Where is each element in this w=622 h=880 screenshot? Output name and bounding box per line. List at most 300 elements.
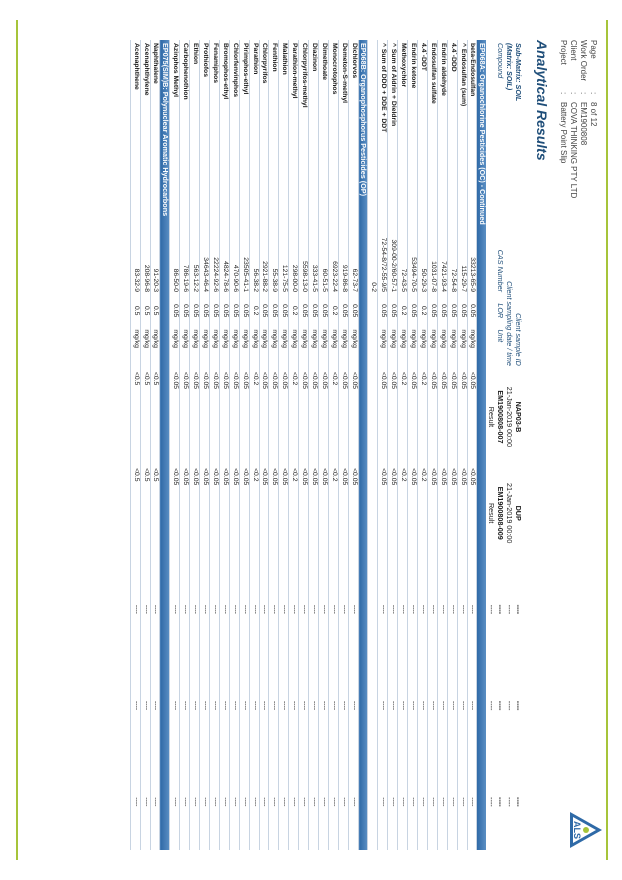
empty-result: ---- [229,754,239,850]
compound-name: Dichlorvos [348,40,358,208]
empty-result: ---- [467,561,477,657]
result-sample-1: <0.05 [447,369,457,465]
result-label: ---- [487,604,497,615]
compound-name: Monocrotophos [328,40,338,208]
lor-value: 0.05 [219,295,229,326]
table-row [328,40,338,850]
empty-result: ---- [388,657,398,753]
table-row [457,40,467,850]
lor-value: 0.05 [309,295,319,326]
result-sample-2: <0.05 [427,465,437,561]
result-sample-1: <0.2 [418,369,428,465]
result-sample-2: <0.2 [328,465,338,561]
unit-value: mg/kg [249,326,259,369]
lor-value: 0.05 [239,295,249,326]
cas-number: 6923-22-4 [328,208,338,295]
empty-result: ---- [140,657,150,753]
result-sample-2: <0.05 [190,465,200,561]
empty-result: ---- [378,561,388,657]
unit-value: mg/kg [219,326,229,369]
cas-number: 121-75-5 [279,208,289,295]
empty-result: ---- [348,561,358,657]
lor-value: 0.2 [398,295,408,326]
unit-value: mg/kg [180,326,190,369]
empty-result: ---- [150,754,160,850]
lor-value: 0.05 [467,295,477,326]
matrix-label: (Matrix: SOIL) [505,43,515,91]
empty-result: ---- [239,754,249,850]
lor-value: 0.05 [408,295,418,326]
table-row [210,40,220,850]
empty-result: ---- [378,754,388,850]
empty-result: ---- [239,657,249,753]
cas-number: 22224-92-6 [210,208,220,295]
result-sample-2: <0.05 [408,465,418,561]
svg-text:ALS: ALS [572,821,582,839]
sample-date: ---- [505,604,515,615]
header-result-row [486,40,495,850]
empty-result: ---- [279,754,289,850]
sample-date: 21-Jan-2019 00:00 [505,386,515,448]
table-row [427,40,437,850]
result-sample-1: <0.05 [388,369,398,465]
result-label: Result [487,406,497,428]
compound-name: Carbophenothion [180,40,190,208]
result-sample-2: <0.2 [418,465,428,561]
empty-result: ---- [249,754,259,850]
lor-value: 0.05 [190,295,200,326]
sample-id: DUP [514,505,523,521]
sample-id: ---- [514,700,523,711]
empty-result: ---- [457,561,467,657]
empty-result: ---- [427,754,437,850]
compound-name: Endosulfan sulfate [427,40,437,208]
meta-work-order: Work Order : EM1900808 [579,40,588,146]
sample-date: 21-Jan-2019 00:00 [505,483,515,544]
unit-value: mg/kg [408,326,418,369]
client-sample-id-label: Client sample ID [514,313,523,366]
empty-result: ---- [150,657,160,753]
cas-number: 1031-07-8 [427,208,437,295]
compound-name: Ethion [190,40,200,208]
compound-name: Diazinon [309,40,319,208]
result-sample-1: <0.05 [299,369,309,465]
lor-value: 0.05 [348,295,358,326]
table-row [200,40,210,850]
unit-value: mg/kg [170,326,180,369]
cas-number: 298-00-0 [289,208,299,295]
table-row [388,40,398,850]
empty-result: ---- [309,754,319,850]
table-row [338,40,348,850]
section-title: EP068A: Organochlorine Pesticides (OC) - Continued [477,40,486,850]
sampling-date-label: Client sampling date / time [505,281,515,366]
empty-result: ---- [388,754,398,850]
empty-result: ---- [309,561,319,657]
empty-result: ---- [140,754,150,850]
table-row [150,40,160,850]
empty-result: ---- [447,657,457,753]
empty-result: ---- [289,561,299,657]
result-sample-1: <0.05 [229,369,239,465]
empty-result: ---- [408,561,418,657]
lor-value: 0.2 [289,295,299,326]
table-row [249,40,259,850]
empty-result: ---- [408,754,418,850]
empty-result: ---- [418,657,428,753]
table-row [229,40,239,850]
lor-value: 0.5 [140,295,150,326]
cas-number: 470-90-6 [229,208,239,295]
lor-value: 0.05 [437,295,447,326]
unit-value: mg/kg [309,326,319,369]
result-sample-2: <0.05 [210,465,220,561]
empty-result: ---- [210,754,220,850]
result-sample-1: <0.5 [150,369,160,465]
lor-value: 0.05 [269,295,279,326]
lor-value: 0.2 [328,295,338,326]
cas-number: 50-29-3 [418,208,428,295]
result-sample-1: <0.05 [437,369,447,465]
unit-value: mg/kg [467,326,477,369]
unit-value: mg/kg [328,326,338,369]
empty-result: ---- [418,754,428,850]
table-row [269,40,279,850]
top-rule [606,20,608,860]
lor-value: 0.05 [318,295,328,326]
sub-matrix-label: Sub-Matrix: SOIL [514,43,523,102]
empty-result: ---- [437,754,447,850]
result-sample-1: <0.05 [457,369,467,465]
empty-result: ---- [378,657,388,753]
empty-result: ---- [318,657,328,753]
lor-value: 0.5 [150,295,160,326]
cas-number: 91-20-3 [150,208,160,295]
empty-result: ---- [130,561,140,657]
empty-result: ---- [170,754,180,850]
unit-value: mg/kg [418,326,428,369]
result-sample-1: <0.2 [398,369,408,465]
result-sample-2: <0.2 [398,465,408,561]
result-sample-1: <0.05 [259,369,269,465]
compound-name: Chlorpyrifos-methyl [299,40,309,208]
result-sample-1: <0.05 [200,369,210,465]
bottom-rule [16,20,18,860]
meta-project: Project : Battery Point Slip [559,40,568,164]
empty-result: ---- [200,657,210,753]
compound-name: Dimethoate [318,40,328,208]
lor-value: 0.05 [170,295,180,326]
cas-number: 34643-46-4 [200,208,210,295]
blank [368,295,378,850]
sample-id: ---- [514,797,523,807]
table-row [378,40,388,850]
empty-result: ---- [269,657,279,753]
empty-result: ---- [447,561,457,657]
cas-number: 72-54-8 [447,208,457,295]
lor-value: 0.2 [249,295,259,326]
empty-result: ---- [328,754,338,850]
unit-value: mg/kg [200,326,210,369]
table-row [418,40,428,850]
lor-value: 0.05 [229,295,239,326]
empty-result: ---- [180,657,190,753]
compound-name: Endrin ketone [408,40,418,208]
cas-number: 7421-93-4 [437,208,447,295]
sample-id: NAP03-B [514,401,523,433]
empty-result: ---- [219,754,229,850]
empty-result: ---- [309,657,319,753]
result-sample-1: <0.05 [318,369,328,465]
results-table [130,40,522,850]
compound-name: Azinphos Methyl [170,40,180,208]
compound-name: Bromophos-ethyl [219,40,229,208]
compound-name: ^ Sum of Aldrin + Dieldrin [388,40,398,208]
table-row [408,40,418,850]
result-sample-2: <0.05 [309,465,319,561]
table-row [239,40,249,850]
result-sample-2: <0.05 [318,465,328,561]
result-sample-1: <0.05 [408,369,418,465]
unit-value: mg/kg [398,326,408,369]
empty-result: ---- [457,657,467,753]
report-meta [558,40,598,198]
empty-result: ---- [130,754,140,850]
unit-value: mg/kg [229,326,239,369]
unit-value: mg/kg [318,326,328,369]
result-sample-2: <0.05 [338,465,348,561]
result-sample-2: <0.05 [437,465,447,561]
empty-result: ---- [170,561,180,657]
empty-result: ---- [328,561,338,657]
lor-value: 0.2 [418,295,428,326]
result-label: ---- [487,797,497,807]
lor-value: 0.05 [200,295,210,326]
empty-result: ---- [249,657,259,753]
result-sample-1: <0.5 [140,369,150,465]
lor-value: 0.05 [299,295,309,326]
empty-result: ---- [259,561,269,657]
empty-result: ---- [150,561,160,657]
lor-value: 0.05 [447,295,457,326]
result-sample-1: <0.2 [249,369,259,465]
empty-result: ---- [457,754,467,850]
compound-name: Naphthalene [150,40,160,208]
cas-number: 5598-13-0 [299,208,309,295]
result-sample-2: <0.05 [388,465,398,561]
empty-result: ---- [388,561,398,657]
result-sample-2: <0.5 [150,465,160,561]
table-row [259,40,269,850]
unit-value: mg/kg [289,326,299,369]
lor-value: 0.05 [457,295,467,326]
empty-result: ---- [219,657,229,753]
empty-result: ---- [398,754,408,850]
empty-result: ---- [190,754,200,850]
compound-name: Endrin aldehyde [437,40,447,208]
compound-header: Compound [496,43,506,79]
compound-name: Parathion [249,40,259,208]
cas-number: 208-96-8 [140,208,150,295]
section-title: EP075(SIM)B: Polynuclear Aromatic Hydrocarbons [160,40,170,850]
empty-result: ---- [348,657,358,753]
cas-number: 23505-41-1 [239,208,249,295]
compound-name: 4.4`-DDD [447,40,457,208]
cas-number: 563-12-2 [190,208,200,295]
section-title: EP068B: Organophosphorus Pesticides (OP) [358,40,368,850]
unit-value: mg/kg [447,326,457,369]
cas-number: 115-29-7 [457,208,467,295]
empty-result: ---- [289,657,299,753]
table-row [348,40,358,850]
cas-number: 53494-70-5 [408,208,418,295]
table-row [279,40,289,850]
empty-result: ---- [200,754,210,850]
result-label: ---- [487,700,497,711]
empty-result: ---- [229,561,239,657]
lor-value: 0.05 [378,295,388,326]
sample-id: ---- [514,604,523,615]
empty-result: ---- [408,657,418,753]
empty-result: ---- [398,657,408,753]
empty-result: ---- [318,561,328,657]
empty-result: ---- [299,657,309,753]
table-row [130,40,140,850]
blank [368,40,378,208]
empty-result: ---- [437,657,447,753]
als-logo-icon [566,810,604,850]
empty-result: ---- [210,657,220,753]
empty-result: ---- [348,754,358,850]
cas-number-continued: 0-2 [368,208,378,295]
empty-result: ---- [200,561,210,657]
table-row [398,40,408,850]
empty-result: ---- [140,561,150,657]
empty-result: ---- [279,657,289,753]
empty-result: ---- [299,754,309,850]
compound-name: ^ Sum of DDD + DDE + DDT [378,40,388,208]
result-sample-1: <0.05 [378,369,388,465]
result-sample-2: <0.05 [299,465,309,561]
cas-number: 83-32-9 [130,208,140,295]
sample-date: ---- [505,797,515,807]
empty-result: ---- [259,657,269,753]
lor-value: 0.05 [210,295,220,326]
lab-id: ---- [496,604,506,615]
empty-result: ---- [338,561,348,657]
sample-date: ---- [505,700,515,711]
lor-value: 0.05 [388,295,398,326]
compound-name: Malathion [279,40,289,208]
unit-value: mg/kg [259,326,269,369]
lab-id: ---- [496,700,506,711]
compound-name: Methoxychlor [398,40,408,208]
lor-value: 0.5 [130,295,140,326]
compound-name: Parathion-methyl [289,40,299,208]
cas-number: 60-51-5 [318,208,328,295]
empty-result: ---- [229,657,239,753]
result-sample-2: <0.5 [130,465,140,561]
unit-value: mg/kg [348,326,358,369]
empty-result: ---- [427,657,437,753]
result-sample-1: <0.2 [328,369,338,465]
empty-result: ---- [467,754,477,850]
table-row [318,40,328,850]
table-row [170,40,180,850]
empty-result: ---- [338,754,348,850]
empty-result: ---- [338,657,348,753]
cas-number: 919-86-8 [338,208,348,295]
unit-value: mg/kg [239,326,249,369]
page-title: Analytical Results [534,40,550,161]
result-sample-1: <0.05 [309,369,319,465]
empty-result: ---- [239,561,249,657]
unit-value: mg/kg [338,326,348,369]
cas-number: 786-19-6 [180,208,190,295]
unit-value: mg/kg [130,326,140,369]
empty-result: ---- [467,657,477,753]
result-sample-1: <0.05 [427,369,437,465]
compound-name: Pirimphos-ethyl [239,40,249,208]
header-date-row [504,40,513,850]
cas-number: 72-43-5 [398,208,408,295]
result-sample-1: <0.05 [170,369,180,465]
table-row [309,40,319,850]
empty-result: ---- [130,657,140,753]
spacer [486,40,495,369]
table-row [140,40,150,850]
lor-value: 0.05 [180,295,190,326]
unit-value: mg/kg [269,326,279,369]
table-row [437,40,447,850]
result-sample-1: <0.05 [279,369,289,465]
section-header [477,40,486,850]
lab-id: ---- [496,797,506,807]
result-sample-2: <0.05 [279,465,289,561]
empty-result: ---- [269,561,279,657]
lab-id: EM1900808-009 [496,486,506,540]
table-row [190,40,200,850]
lor-value: 0.05 [279,295,289,326]
compound-name: Acenaphthylene [140,40,150,208]
empty-result: ---- [219,561,229,657]
empty-result: ---- [328,657,338,753]
unit-value: mg/kg [279,326,289,369]
empty-result: ---- [269,754,279,850]
result-sample-2: <0.05 [180,465,190,561]
compound-name: Chlorfenvinphos [229,40,239,208]
unit-value: mg/kg [140,326,150,369]
empty-result: ---- [210,561,220,657]
result-sample-2: <0.5 [140,465,150,561]
table-row [219,40,229,850]
empty-result: ---- [180,754,190,850]
result-sample-1: <0.05 [348,369,358,465]
section-header [160,40,170,850]
result-sample-2: <0.05 [229,465,239,561]
result-sample-2: <0.05 [467,465,477,561]
result-sample-1: <0.05 [180,369,190,465]
result-sample-1: <0.05 [269,369,279,465]
header-sample-id-row [513,40,522,850]
cas-number: 55-38-9 [269,208,279,295]
empty-result: ---- [447,754,457,850]
result-sample-2: <0.05 [170,465,180,561]
result-sample-1: <0.5 [130,369,140,465]
cas-number: 2921-88-2 [259,208,269,295]
empty-result: ---- [259,754,269,850]
result-sample-1: <0.05 [219,369,229,465]
